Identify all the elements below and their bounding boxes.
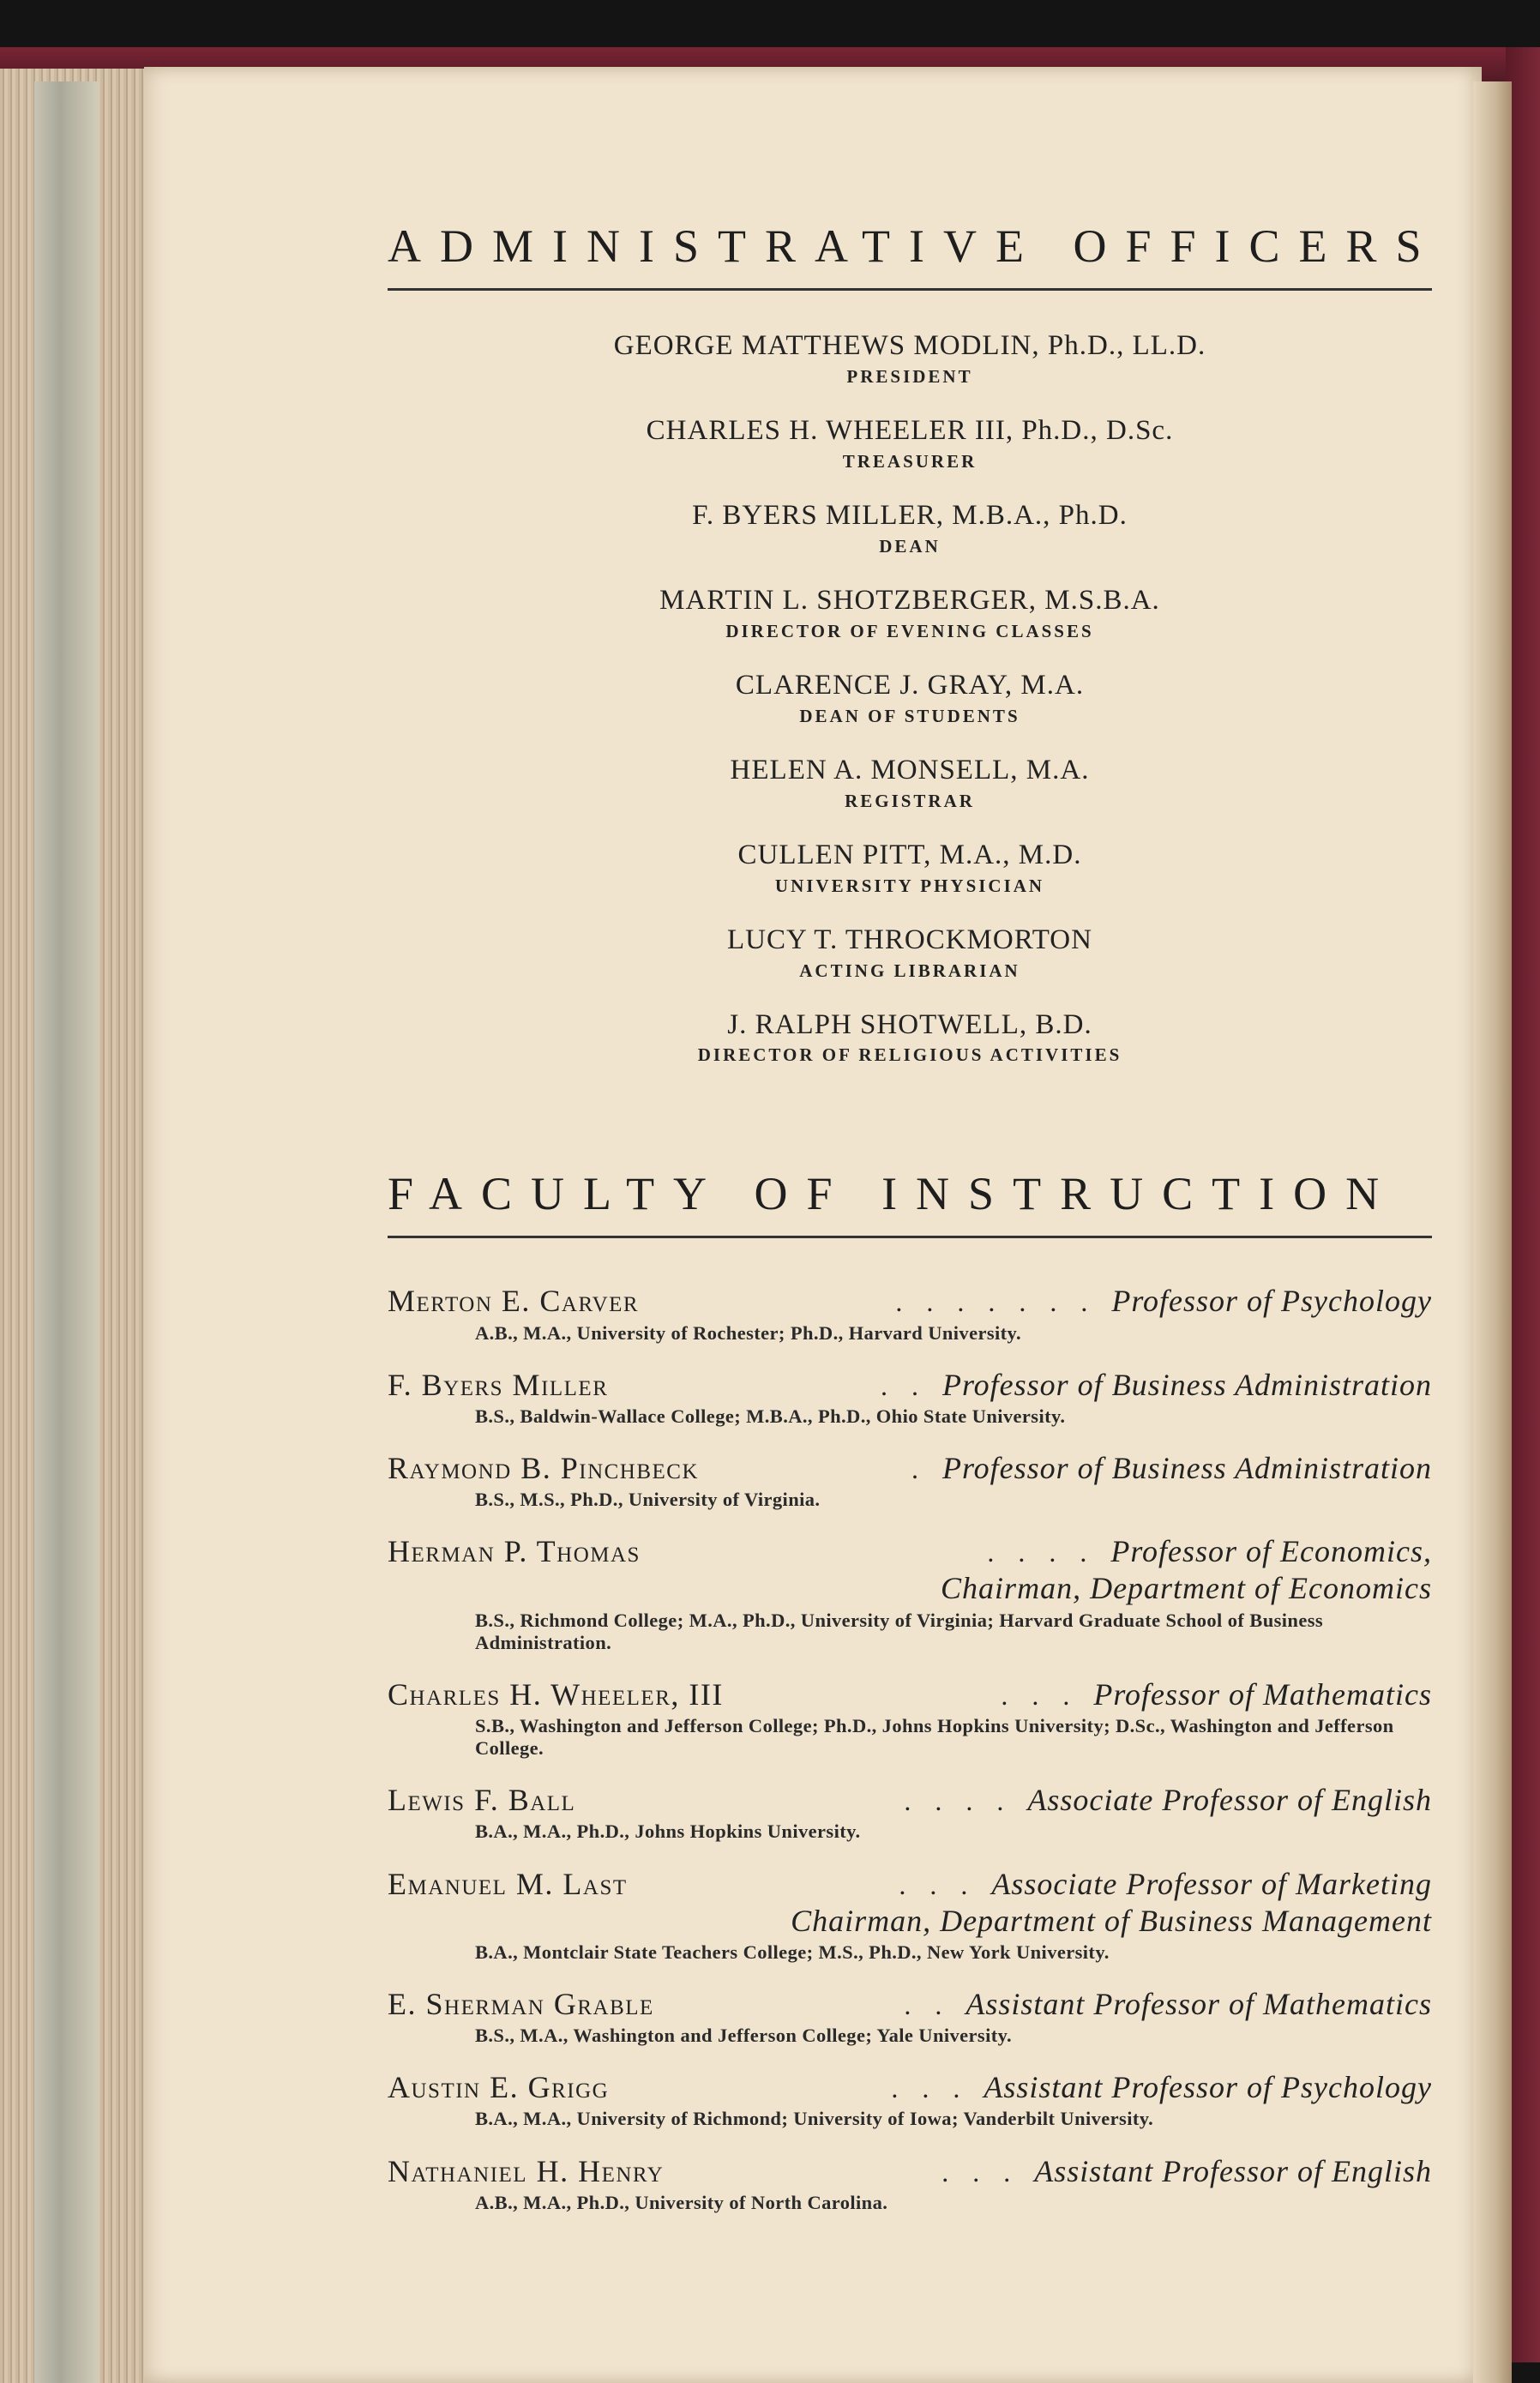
officer-name: CULLEN PITT, M.A., M.D. <box>737 839 1082 870</box>
faculty-role: Assistant Professor of Psychology <box>984 2070 1432 2105</box>
faculty-role: Assistant Professor of Mathematics <box>966 1986 1432 2021</box>
officer-title: DEAN <box>879 535 941 557</box>
faculty-entry <box>388 1986 1432 2047</box>
officer-title: DIRECTOR OF RELIGIOUS ACTIVITIES <box>697 1044 1122 1066</box>
leader-dots: . . . . <box>987 1537 1096 1568</box>
leader-dots: . . . <box>899 1868 977 1900</box>
faculty-line <box>388 1367 1432 1404</box>
faculty-line <box>388 1866 1432 1903</box>
faculty-rule <box>388 1236 1432 1238</box>
officer-name: GEORGE MATTHEWS MODLIN, Ph.D., LL.D. <box>613 330 1206 361</box>
page-content <box>388 220 1441 2236</box>
faculty-role: Professor of Mathematics <box>1093 1676 1432 1712</box>
officer-title: UNIVERSITY PHYSICIAN <box>774 875 1045 896</box>
officer-name: CHARLES H. WHEELER III, Ph.D., D.Sc. <box>646 414 1174 446</box>
officer-name: LUCY T. THROCKMORTON <box>727 924 1092 955</box>
faculty-line <box>388 2069 1432 2106</box>
faculty-entry <box>388 1283 1432 1344</box>
faculty-heading: FACULTY OF INSTRUCTION <box>388 1168 1399 1220</box>
faculty-name: Emanuel M. Last <box>388 1866 628 1901</box>
faculty-entry <box>388 1676 1432 1760</box>
faculty-name: Raymond B. Pinchbeck <box>388 1451 700 1485</box>
officer-entry <box>388 415 1432 472</box>
faculty-role: Associate Professor of English <box>1027 1783 1432 1818</box>
leader-dots: . . <box>880 1369 927 1401</box>
officer-entry <box>388 924 1432 982</box>
faculty-role-secondary: Chairman, Department of Business Management <box>791 1903 1432 1938</box>
faculty-name: F. Byers Miller <box>388 1367 609 1402</box>
leader-dots: . . . . . . . <box>895 1286 1097 1318</box>
leader-dots: . . . <box>891 2073 969 2104</box>
officer-title: DIRECTOR OF EVENING CLASSES <box>725 620 1094 641</box>
officer-title: REGISTRAR <box>845 790 975 811</box>
faculty-entry <box>388 1533 1432 1654</box>
officer-title: PRESIDENT <box>846 365 973 387</box>
faculty-entry <box>388 1866 1432 1964</box>
officers-list <box>388 330 1432 1066</box>
faculty-entry <box>388 1367 1432 1428</box>
officer-name: MARTIN L. SHOTZBERGER, M.S.B.A. <box>659 584 1160 616</box>
faculty-name: Merton E. Carver <box>388 1284 640 1319</box>
faculty-line <box>388 1450 1432 1487</box>
faculty-role: Assistant Professor of English <box>1034 2153 1432 2188</box>
officer-entry <box>388 330 1432 388</box>
leader-dots: . . <box>904 1989 951 2020</box>
leader-dots: . . . <box>941 2156 1020 2187</box>
officer-title: DEAN OF STUDENTS <box>799 705 1020 726</box>
faculty-name: Nathaniel H. Henry <box>388 2153 665 2188</box>
admin-rule <box>388 288 1432 291</box>
officer-entry <box>388 585 1432 642</box>
faculty-entry <box>388 2153 1432 2214</box>
officer-name: HELEN A. MONSELL, M.A. <box>730 754 1090 785</box>
faculty-name: E. Sherman Grable <box>388 1986 654 2021</box>
faculty-degrees: A.B., M.A., University of Rochester; Ph.D., Harvard University. <box>475 1321 1021 1344</box>
officer-title: ACTING LIBRARIAN <box>799 960 1020 981</box>
faculty-line <box>388 2153 1432 2190</box>
faculty-degrees: B.A., M.A., Ph.D., Johns Hopkins University. <box>475 1820 861 1843</box>
leader-dots: . . . . <box>904 1785 1013 1817</box>
faculty-degrees: B.S., M.S., Ph.D., University of Virginia. <box>475 1489 821 1511</box>
faculty-entry <box>388 1450 1432 1511</box>
leader-dots: . <box>911 1453 927 1484</box>
faculty-degrees: B.S., Richmond College; M.A., Ph.D., University of Virginia; Harvard Graduate School of Business Administration. <box>475 1609 1324 1653</box>
faculty-role: Associate Professor of Marketing <box>991 1866 1432 1901</box>
admin-heading: ADMINISTRATIVE OFFICERS <box>388 220 1441 272</box>
faculty-degrees: B.S., M.A., Washington and Jefferson College; Yale University. <box>475 2025 1013 2047</box>
faculty-line <box>388 1283 1432 1320</box>
page-curl <box>1473 81 1512 2383</box>
officer-title: TREASURER <box>842 450 978 472</box>
page-edge-strip <box>34 81 99 2383</box>
faculty-degrees: S.B., Washington and Jefferson College; Ph.D., Johns Hopkins University; D.Sc., Washington and Jefferson College. <box>475 1715 1394 1760</box>
faculty-line <box>388 1782 1432 1819</box>
faculty-name: Austin E. Grigg <box>388 2070 610 2105</box>
faculty-entry <box>388 1782 1432 1843</box>
officer-name: CLARENCE J. GRAY, M.A. <box>735 669 1085 701</box>
officer-name: J. RALPH SHOTWELL, B.D. <box>727 1008 1092 1040</box>
faculty-role: Professor of Business Administration <box>941 1451 1432 1485</box>
faculty-role-secondary: Chairman, Department of Economics <box>941 1571 1432 1606</box>
faculty-role: Professor of Business Administration <box>941 1367 1432 1402</box>
officer-entry <box>388 500 1432 557</box>
faculty-line <box>388 1676 1432 1713</box>
leader-dots: . . . <box>1001 1679 1079 1711</box>
faculty-degrees: B.S., Baldwin-Wallace College; M.B.A., Ph.D., Ohio State University. <box>475 1405 1066 1427</box>
faculty-line <box>388 1986 1432 2023</box>
faculty-degrees: B.A., Montclair State Teachers College; M.S., Ph.D., New York University. <box>475 1941 1110 1963</box>
faculty-heading-block <box>388 1170 1432 1238</box>
officer-entry <box>388 839 1432 897</box>
faculty-list <box>388 1283 1432 2213</box>
faculty-name: Lewis F. Ball <box>388 1783 576 1818</box>
faculty-name: Charles H. Wheeler, III <box>388 1676 724 1712</box>
faculty-entry <box>388 2069 1432 2130</box>
officer-entry <box>388 755 1432 812</box>
faculty-name: Herman P. Thomas <box>388 1534 641 1569</box>
faculty-role: Professor of Psychology <box>1111 1284 1432 1319</box>
officer-name: F. BYERS MILLER, M.B.A., Ph.D. <box>692 499 1128 531</box>
faculty-degrees: B.A., M.A., University of Richmond; University of Iowa; Vanderbilt University. <box>475 2108 1154 2130</box>
faculty-role: Professor of Economics, <box>1110 1534 1432 1569</box>
faculty-line <box>388 1533 1432 1570</box>
officer-entry <box>388 670 1432 727</box>
faculty-degrees: A.B., M.A., Ph.D., University of North Carolina. <box>475 2191 888 2213</box>
officer-entry <box>388 1009 1432 1067</box>
